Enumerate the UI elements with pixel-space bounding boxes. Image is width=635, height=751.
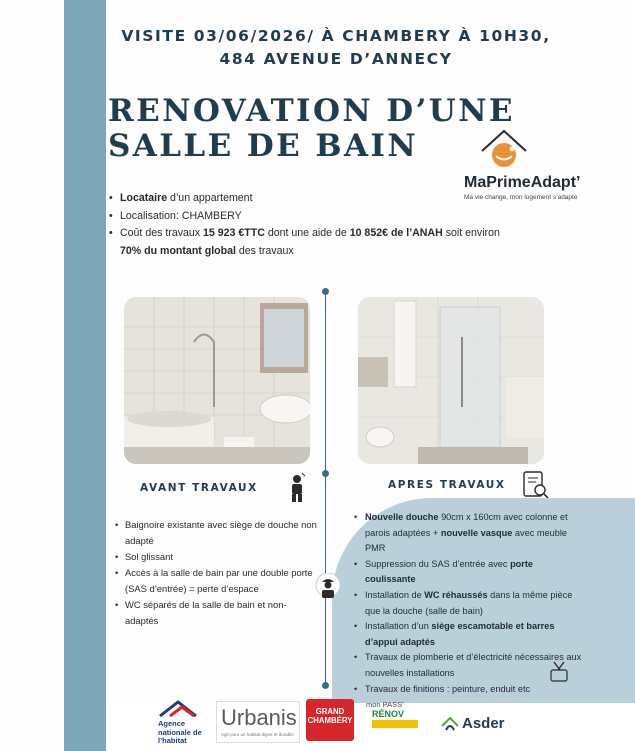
after-photo — [358, 297, 544, 464]
list-item: • Nouvelle douche 90cm x 160cm avec colonne et parois adaptées + nouvelle vasque avec meuble PMR — [352, 510, 584, 557]
left-accent-bar — [64, 0, 106, 751]
tools-icon — [548, 660, 570, 684]
intro-list — [106, 190, 566, 260]
pass-renov-bar — [372, 720, 418, 728]
before-works-list — [112, 517, 317, 629]
page-title-line-2: SALLE DE BAIN — [108, 128, 419, 164]
pass-renov-line-2: RÉNOV — [372, 709, 405, 719]
maprimeadapt-tagline: Ma vie change, mon logement s’adapte — [464, 194, 578, 201]
inspection-icon — [522, 470, 550, 500]
visit-date-line: VISITE 03/06/2026/ À CHAMBERY À 10H30, — [121, 27, 551, 45]
list-item: • Suppression du SAS d’entrée avec porte coulissante — [352, 557, 584, 588]
page-title-line-1: RENOVATION D’UNE — [108, 93, 515, 129]
intro-item-tenant: • Locataire d’un appartement — [106, 190, 566, 208]
maprimeadapt-name: MaPrimeAdapt’ — [464, 174, 581, 191]
anah-name: Agence nationale de l’habitat — [158, 719, 202, 745]
divider-dot-top — [322, 288, 329, 295]
intro-item-location: • Localisation: CHAMBERY — [106, 208, 566, 226]
list-item: • Accès à la salle de bain par une double porte (SAS d’entrée) = perte d’espace — [112, 565, 317, 597]
grand-chambery-line-1: GRAND — [315, 707, 345, 716]
house-smile-icon — [474, 125, 534, 171]
pass-renov-line-1: mon PASS’ — [366, 700, 404, 709]
anah-logo — [158, 700, 214, 746]
anah-mark-icon — [158, 700, 208, 718]
asder-leaf-icon — [440, 714, 460, 734]
list-item: • Travaux de plomberie et d’électricité nécessaires aux nouvelles installations — [352, 650, 584, 681]
list-item: • Travaux de finitions : peinture, enduit etc — [352, 682, 584, 698]
helper-worker-icon — [314, 573, 342, 603]
grand-chambery-line-2: CHAMBÉRY — [307, 716, 353, 725]
list-item: • Baignoire existante avec siège de douche non adapté — [112, 517, 317, 549]
after-works-label: APRES TRAVAUX — [388, 479, 506, 491]
before-works-label: AVANT TRAVAUX — [140, 482, 258, 494]
mon-pass-renov-logo — [366, 700, 424, 744]
intro-item-cost: • Coût des travaux 15 923 €TTC dont une aide de 10 852€ de l’ANAH soit environ — [106, 225, 566, 243]
list-item: • Installation d’un siège escamotable et barres d’appui adaptés — [352, 619, 584, 650]
before-photo — [124, 297, 310, 464]
asder-name: Asder — [462, 715, 505, 732]
urbanis-tagline: Agir pour un habitat digne et durable — [221, 732, 294, 737]
worker-icon — [288, 472, 306, 502]
asder-logo — [440, 714, 520, 736]
urbanis-name: Urbanis — [221, 705, 297, 730]
urbanis-logo — [216, 701, 300, 743]
grand-chambery-logo — [306, 699, 354, 741]
visit-address-line: 484 AVENUE D’ANNECY — [219, 50, 453, 68]
center-divider — [325, 290, 326, 685]
list-item: • Installation de WC réhaussés dans la même pièce que la douche (salle de bain) — [352, 588, 584, 619]
list-item: • WC séparés de la salle de bain et non-adaptés — [112, 597, 317, 629]
list-item: • Sol glissant — [112, 549, 317, 565]
divider-dot-bottom — [322, 682, 329, 689]
divider-dot-middle — [322, 470, 329, 477]
intro-item-cost-continued: 70% du montant global des travaux — [120, 244, 294, 257]
